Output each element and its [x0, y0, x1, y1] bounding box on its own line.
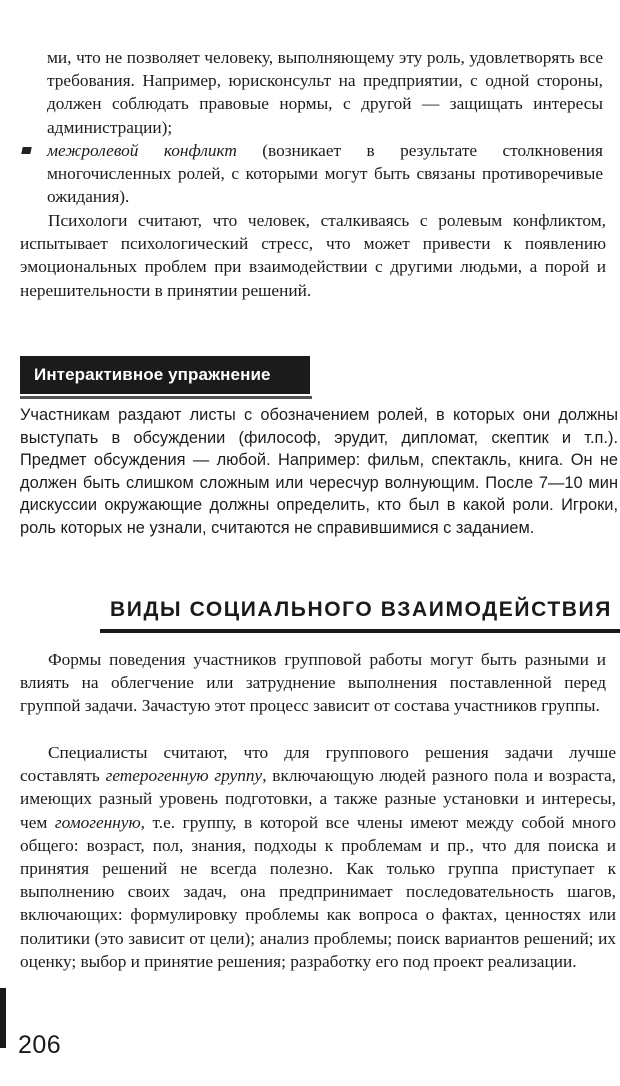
term-homogeneous: гомогенную: [54, 812, 141, 832]
paragraph-psychologists: Психологи считают, что человек, сталкиваясь с ролевым конфликтом, испытывает психологический стресс, что может привести к появлению эмоциональных проблем при взаимодействии с другими людьми, а порой и нерешительности в принятии решений.: [20, 211, 606, 300]
exercise-title-badge: Интерактивное упражнение: [20, 356, 310, 394]
text-segment: , т.е. группу, в которой все члены имеют между собой много общего: возраст, пол, знания, подходы к проблемам и пр., что для поиска и принятия решений не всегда полезно. Как только группа приступает к выполнению своих задач, она предпринимает последовательность шагов, включающих: формулировку проблемы как вопроса о фактах, ценностях или политики (это зависит от цели); анализ проблемы; поиск вариантов решений; их оценку; выбор и принятие решения; разработку его под проект реализации.: [20, 812, 616, 971]
margin-bar: [0, 988, 6, 1048]
continued-paragraph: ми, что не позволяет человеку, выполняющему эту роль, удовлетворять все требования. Например, юрисконсульт на предприятии, с одной стороны, должен соблюдать правовые нормы, с другой — защищать интересы администрации);: [47, 48, 603, 137]
paragraph-specialists: [20, 741, 616, 973]
section-heading-rule: [100, 629, 620, 633]
term-interrole-conflict: межролевой конфликт: [47, 141, 237, 160]
text-segment: Специалисты считают, что для группового решения задачи лучше составлять: [20, 743, 616, 786]
text-segment: , включающую людей разного пола и возраста, имеющих разный уровень подготовки, а также разные установки и интересы, чем: [20, 766, 616, 832]
bullet-marker: [21, 147, 31, 154]
bullet-text: (возникает в результате столкновения многочисленных ролей, с которыми могут быть связаны противоречивые ожидания).: [47, 141, 603, 207]
term-heterogeneous-group: гетерогенную группу: [105, 766, 263, 786]
paragraph-forms-of-behavior: Формы поведения участников групповой работы могут быть разными и влиять на облегчение или затруднение выполнения поставленной перед группой задачи. Зачастую этот процесс зависит от состава участников группы.: [20, 650, 606, 716]
exercise-text: Участникам раздают листы с обозначением ролей, в которых они должны выступать в обсуждении (философ, эрудит, дипломат, скептик и т.п.). Предмет обсуждения — любой. Например: фильм, спектакль, книга. Он не должен быть слишком сложным или чересчур волнующим. После 7—10 мин дискуссии окружающие должны определить, кто был в какой роли. Игроки, роль которых не узнали, считаются не справившимися с заданием.: [20, 406, 618, 537]
section-heading: ВИДЫ СОЦИАЛЬНОГО ВЗАИМОДЕЙСТВИЯ: [110, 598, 612, 621]
bullet-item-interrole-conflict: [47, 139, 603, 209]
exercise-underline: [20, 396, 312, 399]
page-number: 206: [18, 1031, 62, 1059]
